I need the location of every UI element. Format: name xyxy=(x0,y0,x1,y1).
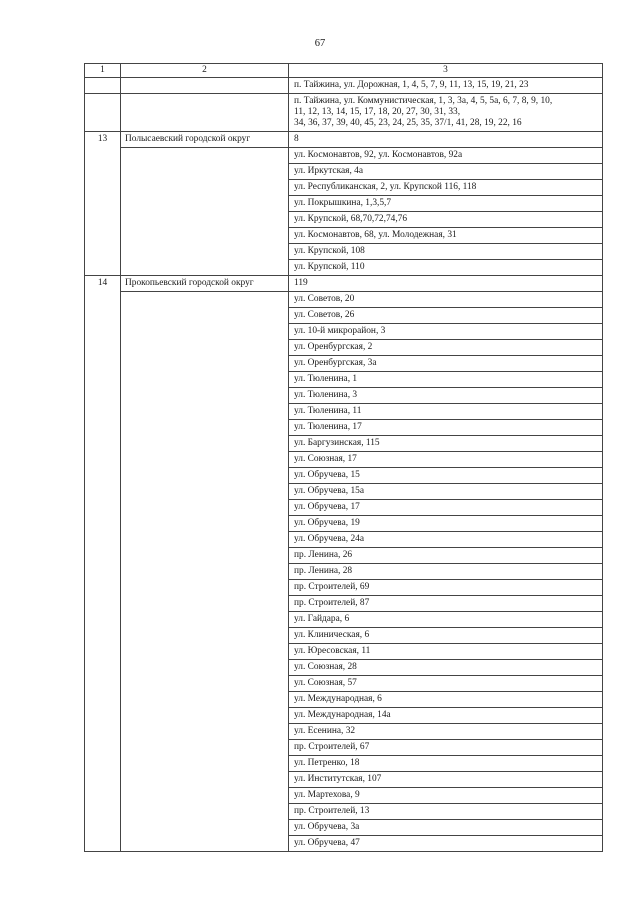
table-header-row xyxy=(85,64,603,78)
address-cell: пр. Строителей, 69 xyxy=(289,580,603,596)
address-cell: ул. Союзная, 17 xyxy=(289,452,603,468)
address-cell: ул. 10-й микрорайон, 3 xyxy=(289,324,603,340)
address-cell: ул. Космонавтов, 68, ул. Молодежная, 31 xyxy=(289,228,603,244)
address-cell: ул. Тюленина, 11 xyxy=(289,404,603,420)
address-line: 11, 12, 13, 14, 15, 17, 18, 20, 27, 30, 31, 33, xyxy=(294,107,461,117)
address-cell: ул. Международная, 14а xyxy=(289,708,603,724)
table-row xyxy=(85,94,603,132)
address-cell: ул. Обручева, 19 xyxy=(289,516,603,532)
address-cell: пр. Строителей, 67 xyxy=(289,740,603,756)
address-cell: ул. Космонавтов, 92, ул. Космонавтов, 92а xyxy=(289,148,603,164)
address-cell: ул. Юресовская, 11 xyxy=(289,644,603,660)
address-cell: ул. Обручева, 47 xyxy=(289,836,603,852)
row-number-cell xyxy=(85,94,121,132)
address-cell: ул. Покрышкина, 1,3,5,7 xyxy=(289,196,603,212)
address-cell: ул. Петренко, 18 xyxy=(289,756,603,772)
address-cell: ул. Обручева, 15 xyxy=(289,468,603,484)
address-cell: ул. Иркутская, 4а xyxy=(289,164,603,180)
address-cell: ул. Советов, 26 xyxy=(289,308,603,324)
address-cell: ул. Клиническая, 6 xyxy=(289,628,603,644)
address-cell: ул. Обручева, 17 xyxy=(289,500,603,516)
page-number: 67 xyxy=(314,38,326,49)
group-number: 13 xyxy=(85,132,121,276)
address-cell: ул. Институтская, 107 xyxy=(289,772,603,788)
address-cell: ул. Есенина, 32 xyxy=(289,724,603,740)
group-header-row xyxy=(85,276,603,292)
address-table xyxy=(84,63,603,852)
group-number: 14 xyxy=(85,276,121,852)
address-cell: ул. Союзная, 28 xyxy=(289,660,603,676)
address-cell: ул. Обручева, 3а xyxy=(289,820,603,836)
table-row xyxy=(85,292,603,308)
address-cell: ул. Крупской, 110 xyxy=(289,260,603,276)
address-cell: ул. Крупской, 108 xyxy=(289,244,603,260)
address-cell: ул. Оренбургская, 2 xyxy=(289,340,603,356)
address-cell: пр. Строителей, 13 xyxy=(289,804,603,820)
address-cell: ул. Союзная, 57 xyxy=(289,676,603,692)
address-cell: ул. Гайдара, 6 xyxy=(289,612,603,628)
address-cell xyxy=(289,94,603,132)
address-cell: ул. Республиканская, 2, ул. Крупской 116, 118 xyxy=(289,180,603,196)
address-cell: ул. Советов, 20 xyxy=(289,292,603,308)
address-cell: пр. Ленина, 28 xyxy=(289,564,603,580)
group-total: 119 xyxy=(289,276,603,292)
header-col-2: 2 xyxy=(121,64,289,78)
address-cell: ул. Мартехова, 9 xyxy=(289,788,603,804)
address-cell: ул. Тюленина, 1 xyxy=(289,372,603,388)
header-col-3: 3 xyxy=(289,64,603,78)
address-cell: ул. Обручева, 24а xyxy=(289,532,603,548)
address-cell xyxy=(289,78,603,94)
address-line: п. Тайжина, ул. Коммунистическая, 1, 3, 3а, 4, 5, 5а, 6, 7, 8, 9, 10, xyxy=(294,96,553,106)
address-cell: пр. Ленина, 26 xyxy=(289,548,603,564)
address-cell: пр. Строителей, 87 xyxy=(289,596,603,612)
address-cell: ул. Тюленина, 3 xyxy=(289,388,603,404)
address-cell: ул. Тюленина, 17 xyxy=(289,420,603,436)
row-number-cell xyxy=(85,78,121,94)
group-header-row xyxy=(85,132,603,148)
address-cell: ул. Баргузинская, 115 xyxy=(289,436,603,452)
address-cell: ул. Крупской, 68,70,72,74,76 xyxy=(289,212,603,228)
address-cell: ул. Обручева, 15а xyxy=(289,484,603,500)
table-row xyxy=(85,78,603,94)
district-cell xyxy=(121,94,289,132)
address-cell: ул. Международная, 6 xyxy=(289,692,603,708)
address-line: 34, 36, 37, 39, 40, 45, 23, 24, 25, 35, 37/1, 41, 28, 19, 22, 16 xyxy=(294,118,522,128)
table-row xyxy=(85,148,603,164)
header-col-1: 1 xyxy=(85,64,121,78)
address-cell: ул. Оренбургская, 3а xyxy=(289,356,603,372)
group-district-name: Прокопьевский городской округ xyxy=(121,276,289,292)
district-cell-empty xyxy=(121,292,289,852)
district-cell-empty xyxy=(121,148,289,276)
district-cell xyxy=(121,78,289,94)
address-line: п. Тайжина, ул. Дорожная, 1, 4, 5, 7, 9, 11, 13, 15, 19, 21, 23 xyxy=(294,80,529,90)
group-total: 8 xyxy=(289,132,603,148)
group-district-name: Полысаевский городской округ xyxy=(121,132,289,148)
